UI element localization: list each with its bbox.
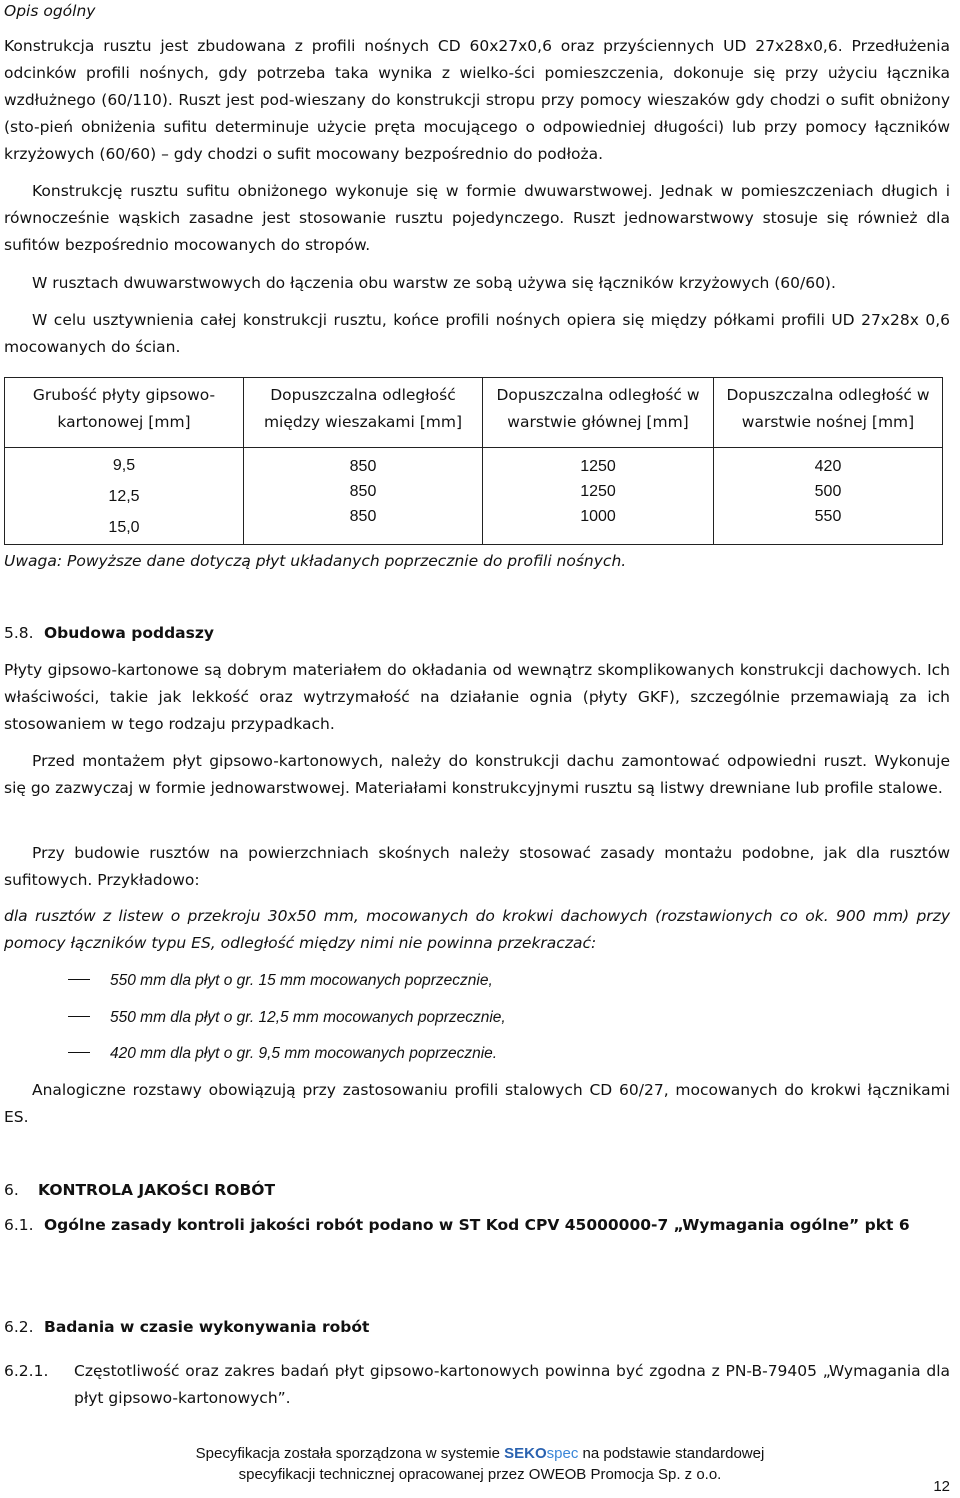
opis-heading: Opis ogólny (4, 2, 96, 20)
section-number: 6. (4, 1181, 19, 1199)
opis-paragraph-1: Konstrukcja rusztu jest zbudowana z profili nośnych CD 60x27x0,6 oraz przyściennych UD 27x28x0,6. Przedłużenia odcinków profili nośnych, gdy potrzeba taka wynika z wielko-ści pomieszczenia, dokonuje się przy użyciu łącznika wzdłużnego (60/110). Ruszt jest pod-wieszany do konstrukcji stropu przy pomocy wieszaków gdy chodzi o sufit obniżony (sto-pień obniżenia sufitu determinuje użycie pręta mocującego o odpowiedniej długości) lub przy pomocy łączników krzyżowych (60/60) – gdy chodzi o sufit mocowany bezpośrednio do podłoża. (4, 37, 950, 163)
list-item (68, 1040, 497, 1067)
table-cell (714, 448, 943, 545)
footer-text: Specyfikacja została sporządzona w systemie (195, 1445, 500, 1462)
section-number: 6.1. (4, 1216, 34, 1234)
dash-bullet (68, 979, 90, 980)
table-cell (244, 448, 483, 545)
logo-part: spec (546, 1445, 579, 1462)
table-header-cell: Dopuszczalna odległość w warstwie głównej [mm] (483, 378, 714, 448)
list-item-text: 550 mm dla płyt o gr. 15 mm mocowanych poprzecznie, (110, 972, 493, 989)
table-cell-value: 1250 (580, 458, 616, 475)
obudowa-italic-paragraph: dla rusztów z listew o przekroju 30x50 mm, mocowanych do krokwi dachowych (rozstawionych co ok. 900 mm) przy pomocy łączników typu ES, odległość między nimi nie powinna przekraczać: (4, 907, 950, 952)
footer-text: na podstawie standardowej (582, 1445, 765, 1462)
obudowa-paragraph-3: Przy budowie rusztów na powierzchniach skośnych należy stosować zasady montażu podobne, jak dla rusztów sufitowych. Przykładowo: (4, 844, 950, 889)
table-cell (483, 448, 714, 545)
section-text: Częstotliwość oraz zakres badań płyt gipsowo-kartonowych powinna być zgodna z PN-B-79405 „Wymagania dla płyt gipsowo-kartonowych”. (74, 1362, 950, 1407)
list-item (68, 967, 493, 994)
table-cell-value: 1000 (580, 508, 616, 525)
section-number: 5.8. (4, 624, 34, 642)
obudowa-paragraph-4: Analogiczne rozstawy obowiązują przy zastosowaniu profili stalowych CD 60/27, mocowanych do krokwi łącznikami ES. (4, 1081, 950, 1126)
dash-bullet (68, 1016, 90, 1017)
list-item-text: 420 mm dla płyt o gr. 9,5 mm mocowanych poprzecznie. (110, 1045, 498, 1062)
table-header-cell: Grubość płyty gipsowo-kartonowej [mm] (5, 378, 244, 448)
opis-paragraph-4: W celu usztywnienia całej konstrukcji rusztu, końce profili nośnych opiera się między półkami profili UD 27x28x 0,6 mocowanych do ścian. (4, 311, 950, 356)
section-title: Ogólne zasady kontroli jakości robót podano w ST Kod CPV 45000000-7 „Wymagania ogólne” pkt 6 (44, 1216, 910, 1234)
section-6-2-heading (4, 1314, 950, 1341)
table-cell-value: 15,0 (108, 519, 140, 536)
section-6-heading (4, 1177, 950, 1204)
table-cell-value: 1250 (580, 483, 616, 500)
table-cell-value: 850 (349, 483, 377, 500)
opis-paragraph-2: Konstrukcję rusztu sufitu obniżonego wykonuje się w formie dwuwarstwowej. Jednak w pomieszczeniach długich i równocześnie wąskich zasadne jest stosowanie rusztu pojedynczego. Ruszt jednowarstwowy stosuje się również dla sufitów bezpośrednio mocowanych do stropów. (4, 182, 950, 254)
table-cell-value: 12,5 (108, 488, 140, 505)
section-6-1-heading (4, 1212, 910, 1239)
section-title: KONTROLA JAKOŚCI ROBÓT (38, 1181, 276, 1199)
page-number: 12 (933, 1478, 950, 1495)
footer-line-2: specyfikacji technicznej opracowanej przez OWEOB Promocja Sp. z o.o. (238, 1466, 722, 1483)
obudowa-paragraph-1: Płyty gipsowo-kartonowe są dobrym materiałem do okładania od wewnątrz skomplikowanych konstrukcji dachowych. Ich właściwości, takie jak lekkość oraz wytrzymałość na działanie ognia (płyty GKF), szczególnie przemawiają za ich stosowaniem w tego rodzaju przypadkach. (4, 661, 950, 733)
obudowa-paragraph-2: Przed montażem płyt gipsowo-kartonowych, należy do konstrukcji dachu zamontować odpowiedni ruszt. Wykonuje się go zazwyczaj w formie jednowarstwowej. Materiałami konstrukcyjnymi rusztu są listwy drewniane lub profile stalowe. (4, 752, 950, 797)
table-cell-value: 420 (814, 458, 842, 475)
opis-paragraph-3: W rusztach dwuwarstwowych do łączenia obu warstw ze sobą używa się łączników krzyżowych (60/60). (32, 274, 836, 292)
table-note: Uwaga: Powyższe dane dotyczą płyt układanych poprzecznie do profili nośnych. (4, 552, 627, 570)
section-5-8-heading (4, 620, 950, 647)
table-header-cell: Dopuszczalna odległość między wieszakami [mm] (244, 378, 483, 448)
section-title: Badania w czasie wykonywania robót (44, 1318, 370, 1336)
footer-line-1 (0, 1443, 960, 1464)
table-cell-value: 550 (814, 508, 842, 525)
table-cell-value: 500 (814, 483, 842, 500)
table-cell-value: 9,5 (112, 457, 136, 474)
table-header-cell: Dopuszczalna odległość w warstwie nośnej [mm] (714, 378, 943, 448)
section-number: 6.2. (4, 1318, 34, 1336)
dash-bullet (68, 1052, 90, 1053)
list-item-text: 550 mm dla płyt o gr. 12,5 mm mocowanych poprzecznie, (110, 1009, 506, 1026)
table-cell-value: 850 (349, 458, 377, 475)
table-cell (5, 448, 244, 545)
spacing-table (4, 377, 943, 545)
footer (0, 1443, 960, 1485)
list-item (68, 1004, 506, 1031)
table-cell-value: 850 (349, 508, 377, 525)
section-number: 6.2.1. (4, 1362, 49, 1380)
logo-part: SEKO (504, 1445, 547, 1462)
table-row (5, 448, 943, 545)
section-6-2-1 (4, 1358, 950, 1412)
sekospec-logo (504, 1445, 578, 1462)
table-header-row (5, 378, 943, 448)
section-title: Obudowa poddaszy (44, 624, 214, 642)
